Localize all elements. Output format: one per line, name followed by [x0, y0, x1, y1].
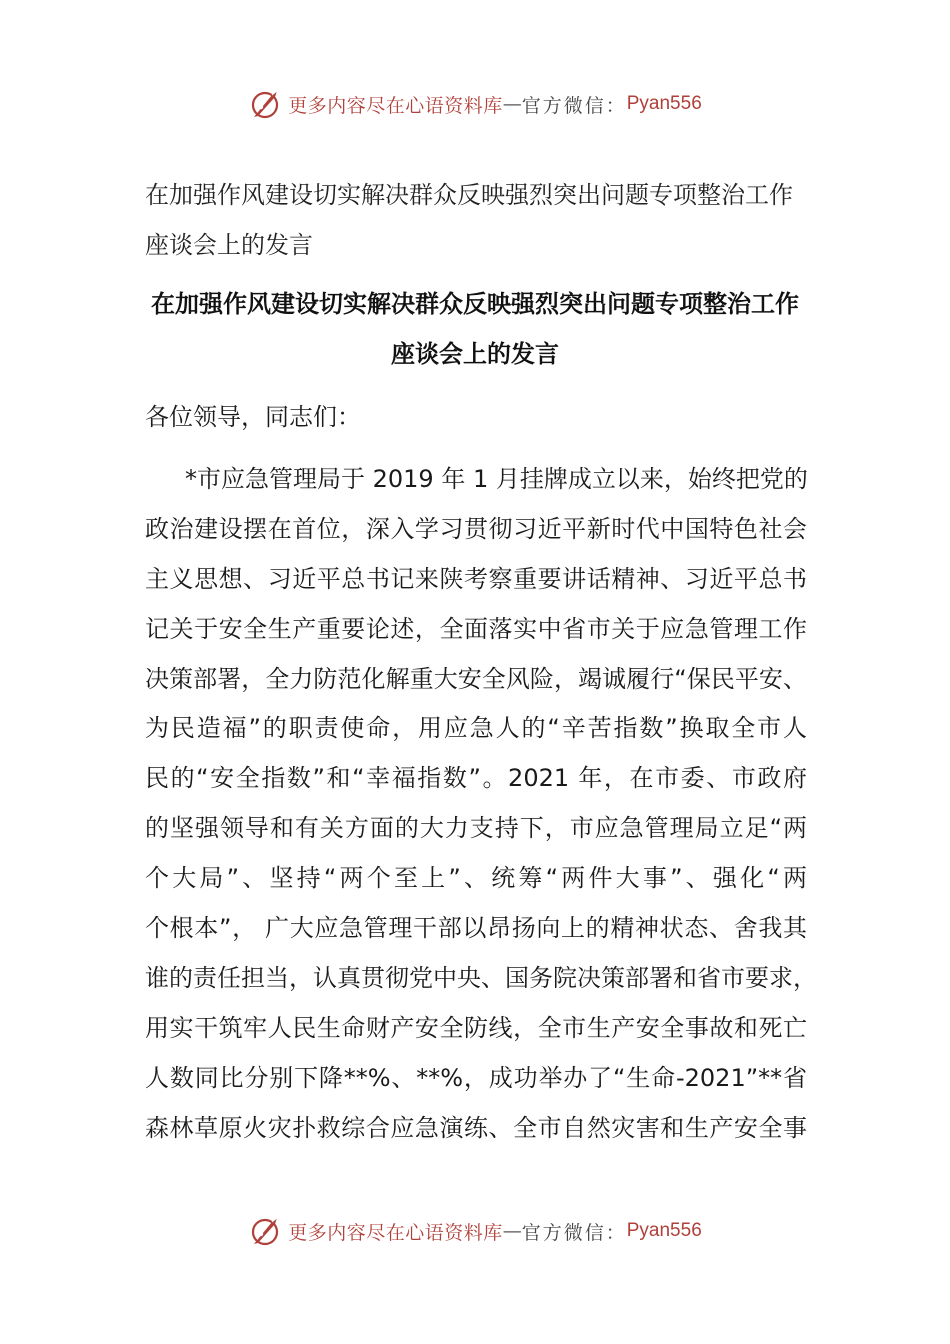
body-line: 个大局”、坚持“两个至上”、统筹“两件大事”、强化“两	[145, 864, 807, 893]
quill-pen-circle-icon	[248, 87, 282, 121]
body-line: 的坚强领导和有关方面的大力支持下，市应急管理局立足“两	[145, 814, 807, 843]
footer-banner	[0, 1209, 950, 1253]
document-title-line: 在加强作风建设切实解决群众反映强烈突出问题专项整治工作	[145, 181, 793, 209]
wechat-label: 官方微信：	[521, 1221, 627, 1244]
body-line: 记关于安全生产重要论述，全面落实中省市关于应急管理工作	[145, 614, 807, 643]
body-line: 森林草原火灾扑救综合应急演练、全市自然灾害和生产安全事	[145, 1113, 807, 1142]
quill-pen-circle-icon	[248, 1214, 282, 1248]
body-line: 民的“安全指数”和“幸福指数”。2021 年，在市委、市政府	[145, 764, 807, 793]
body-line: 人数同比分别下降**%、**%，成功举办了“生命-2021”**省	[145, 1063, 807, 1092]
wechat-label: 官方微信：	[521, 94, 627, 117]
body-line: 政治建设摆在首位，深入学习贯彻习近平新时代中国特色社会	[145, 514, 807, 543]
body-paragraph	[145, 455, 817, 1153]
body-line: 个根本”， 广大应急管理干部以昂扬向上的精神状态、舍我其	[145, 914, 807, 943]
body-line: 为民造福”的职责使命，用应急人的“辛苦指数”换取全市人	[145, 714, 807, 743]
body-line: 谁的责任担当，认真贯彻党中央、国务院决策部署和省市要求，	[145, 963, 817, 992]
body-line: *市应急管理局于 2019 年 1 月挂牌成立以来，始终把党的	[185, 465, 808, 493]
speech-heading-line: 座谈会上的发言	[391, 340, 559, 368]
banner-slogan: 更多内容尽在心语资料库	[288, 1221, 503, 1244]
wechat-id: Pyan556	[626, 93, 702, 114]
body-line: 决策部署，全力防范化解重大安全风险，竭诚履行“保民平安、	[145, 664, 807, 693]
body-line: 用实干筑牢人民生命财产安全防线，全市生产安全事故和死亡	[145, 1013, 807, 1042]
body-line: 主义思想、习近平总书记来陕考察重要讲话精神、习近平总书	[145, 564, 807, 593]
speech-heading-line: 在加强作风建设切实解决群众反映强烈突出问题专项整治工作	[151, 290, 799, 318]
document-title-line: 座谈会上的发言	[145, 231, 313, 259]
banner-separator: —	[502, 93, 522, 115]
banner-slogan: 更多内容尽在心语资料库	[288, 94, 503, 117]
wechat-id: Pyan556	[626, 1220, 702, 1241]
salutation: 各位领导，同志们：	[145, 403, 361, 431]
header-banner	[0, 82, 950, 126]
banner-separator: —	[502, 1220, 522, 1242]
document-title	[145, 170, 815, 270]
speech-heading	[130, 279, 820, 379]
